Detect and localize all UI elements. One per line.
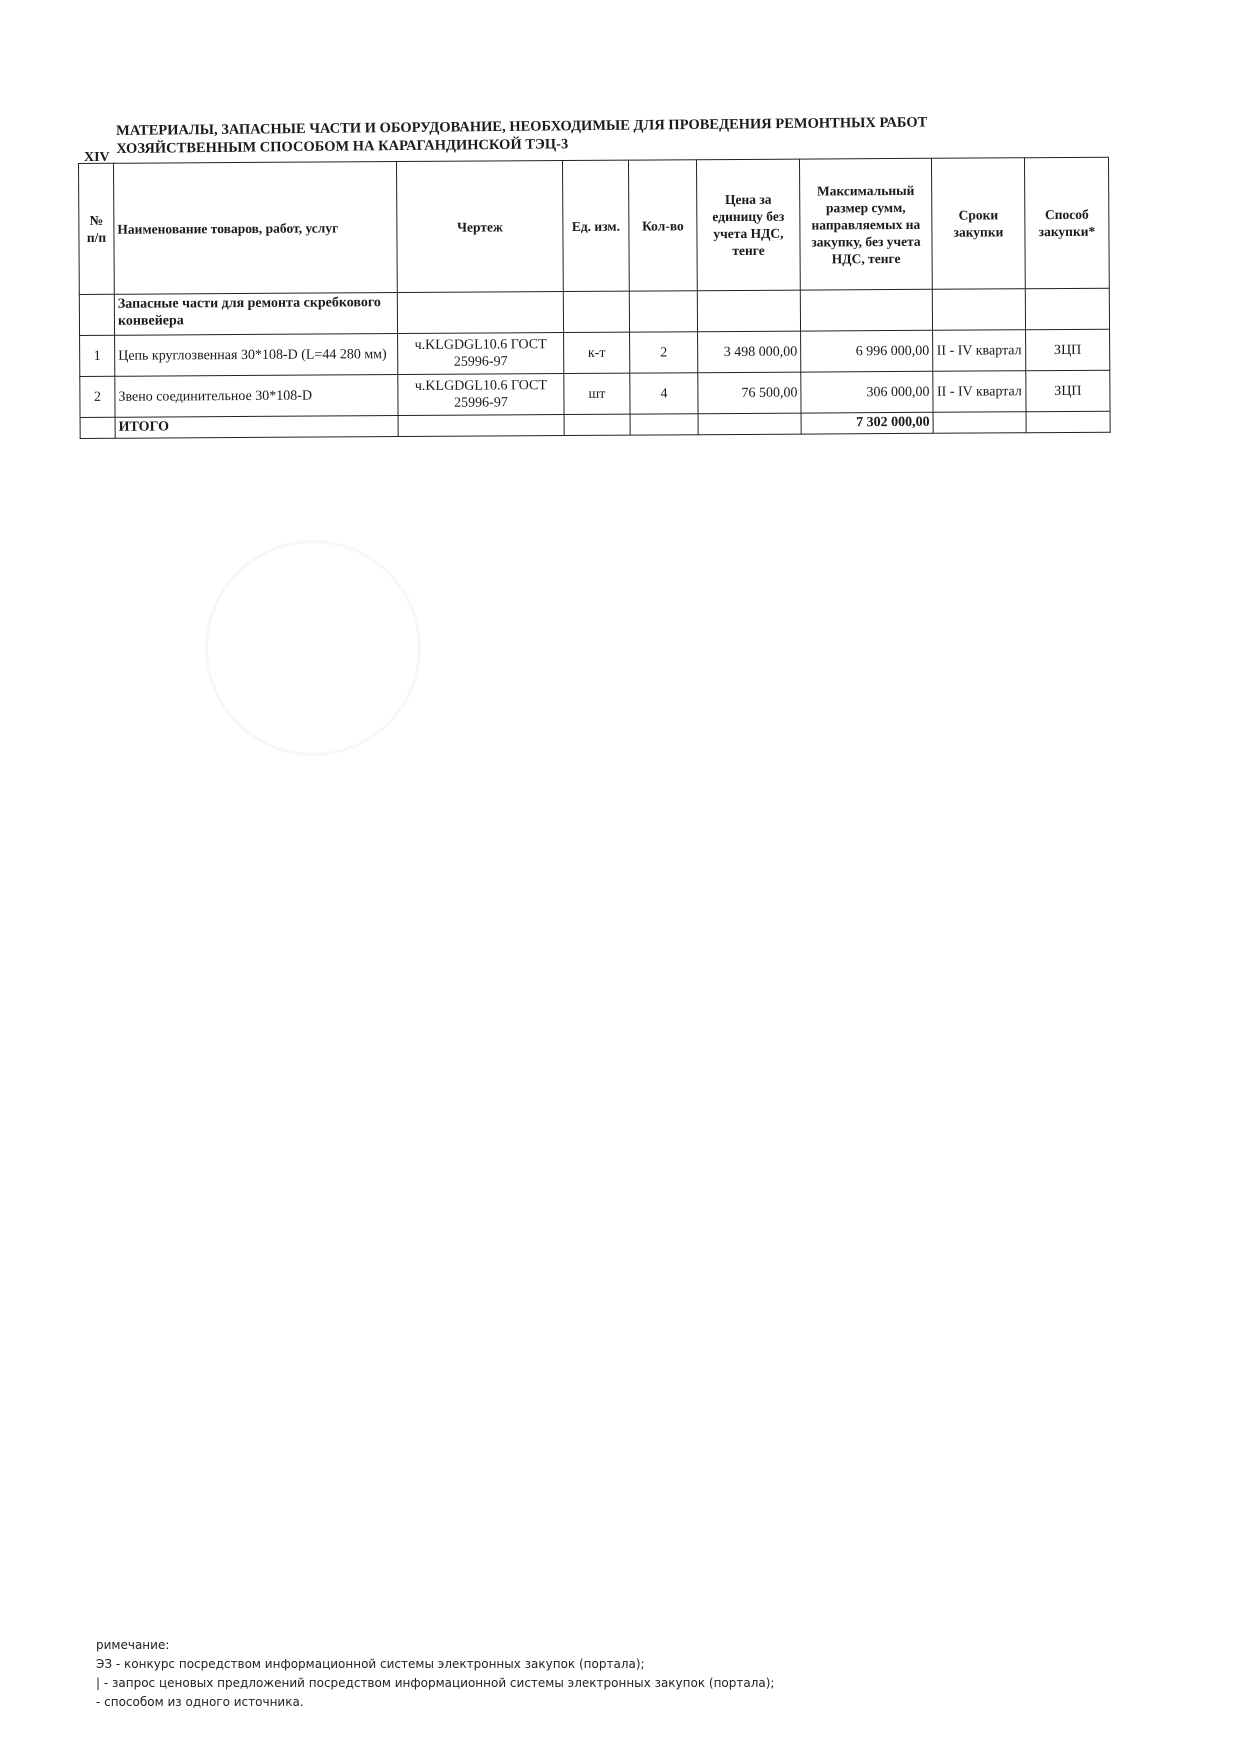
group-cell [563,291,629,332]
header-price: Цена за единицу без учета НДС, тенге [696,159,800,291]
total-cell [564,414,630,435]
group-cell [1025,288,1109,330]
row-unit: шт [564,373,630,414]
row-method: ЗЦП [1026,329,1110,371]
procurement-table [78,157,1111,439]
row-method: ЗЦП [1026,370,1110,412]
notes-block [96,1636,774,1712]
total-label: ИТОГО [115,416,398,439]
total-cell [698,413,801,435]
notes-line-1: ЭЗ - конкурс посредством информационной системы электронных закупок (портала); [96,1657,645,1671]
total-cell [398,415,564,437]
section-title-line-1: МАТЕРИАЛЫ, ЗАПАСНЫЕ ЧАСТИ И ОБОРУДОВАНИЕ, НЕОБХОДИМЫЕ ДЛЯ ПРОВЕДЕНИЯ РЕМОНТНЫХ РАБОТ [116,114,928,139]
row-drawing: ч.KLGDGL10.6 ГОСТ 25996-97 [398,374,564,416]
row-qty: 4 [630,373,698,414]
row-num: 2 [80,376,115,417]
notes-title: римечание: [96,1638,170,1652]
header-period: Сроки закупки [931,158,1025,290]
group-cell [697,290,800,332]
header-qty: Кол-во [628,160,697,291]
total-cell [933,412,1026,434]
total-value: 7 302 000,00 [801,412,933,434]
row-unit: к-т [564,332,630,373]
table-row [80,329,1110,376]
group-cell [629,291,697,332]
row-drawing: ч.KLGDGL10.6 ГОСТ 25996-97 [398,333,564,375]
row-max-sum: 306 000,00 [801,371,933,413]
group-cell [397,292,563,334]
table-header-row [79,157,1110,294]
header-method: Способ закупки* [1024,157,1109,289]
row-period: II - IV квартал [933,371,1026,413]
total-cell [630,414,698,435]
notes-line-2: | - запрос ценовых предложений посредством информационной системы электронных закупок (портала); [96,1676,775,1690]
section-number: XIV [84,150,110,165]
group-cell [800,289,932,331]
group-cell [932,289,1025,331]
faded-stamp [205,540,421,756]
notes-line-3: - способом из одного источника. [96,1695,304,1709]
section-title-line-2: ХОЗЯЙСТВЕННЫМ СПОСОБОМ НА КАРАГАНДИНСКОЙ ТЭЦ-3 [116,136,569,157]
total-cell [1026,411,1110,433]
header-max-sum: Максимальный размер сумм, направляемых на закупку, без учета НДС, тенге [799,158,932,290]
header-unit: Ед. изм. [562,160,629,291]
row-num: 1 [80,335,115,376]
header-name: Наименование товаров, работ, услуг [114,162,398,295]
total-cell-num [80,417,115,438]
row-period: II - IV квартал [933,330,1026,372]
row-name: Звено соединительное 30*108-D [115,375,398,418]
header-num: № п/п [79,163,115,294]
section-title [116,114,928,158]
row-price: 76 500,00 [698,372,801,414]
row-name: Цепь круглозвенная 30*108-D (L=44 280 мм) [115,334,398,377]
group-row [79,288,1109,335]
group-cell-num [79,294,114,335]
group-name: Запасные части для ремонта скребкового конвейера [114,293,397,336]
row-max-sum: 6 996 000,00 [801,330,933,372]
table-row [80,370,1110,417]
row-price: 3 498 000,00 [698,331,801,373]
row-qty: 2 [630,332,698,373]
header-drawing: Чертеж [396,161,563,293]
